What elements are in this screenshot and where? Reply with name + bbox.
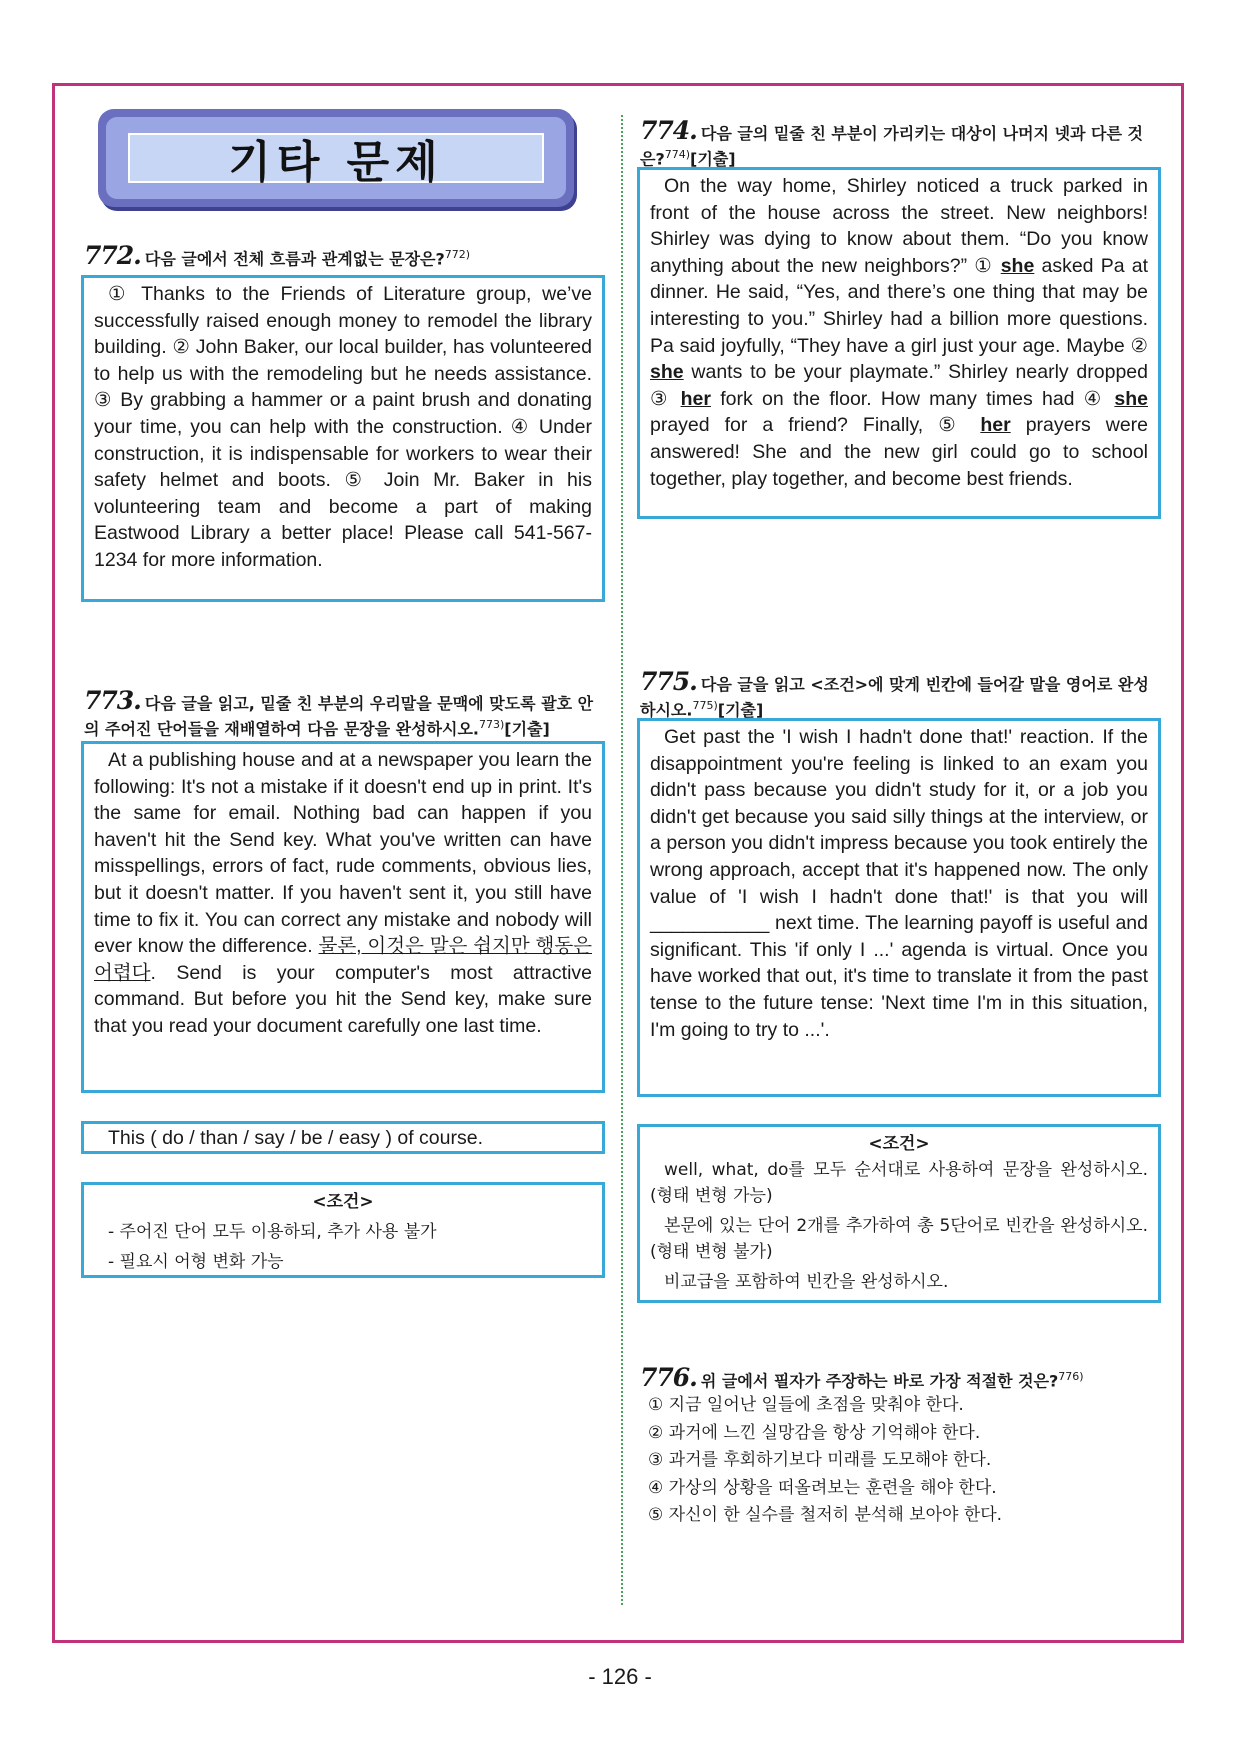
q774-text-2: asked Pa at dinner. He said, “Yes, and there’s one thing that may be interesting to you.” Shirley had a billion more questions. Pa said joyfully, “They have a girl just your age. Maybe ② bbox=[650, 254, 1148, 357]
q775-passage-before: Get past the 'I wish I hadn't done that!' reaction. If the disappointment you're feeling is linked to an exam you didn't pass because you didn't study for it, or a job you didn't get because you said silly things at the interview, or a person you didn't impress because you took entirely the wrong approach, accept that it's happened now. The only value of 'I wish I hadn't done that!' is that you will bbox=[650, 726, 1148, 908]
q775-blank: ___________ bbox=[650, 912, 770, 935]
q774-text-6: prayers were answered! She and the new girl could go to school together, play together, and become best friends. bbox=[650, 414, 1149, 490]
q772-number: 772. bbox=[84, 241, 141, 271]
q773-underlined-phrase: 물론, 이것은 말은 쉽지만 행동은 어렵다 bbox=[94, 935, 592, 984]
q775-passage bbox=[650, 724, 1148, 1043]
q774-text-3: wants to be your playmate.” Shirley nearly dropped ③ bbox=[650, 361, 1148, 410]
q773-number: 773. bbox=[84, 686, 141, 715]
q773-condition-2: - 필요시 어형 변화 가능 bbox=[108, 1252, 284, 1272]
q772-heading bbox=[84, 241, 604, 271]
q775-passage-after: next time. The learning payoff is useful and significant. This 'if only I ...' agenda is virtual. Once you have worked that out, it's time to translate it from the past tense to the future tense: 'Next time I'm in this situation, I'm going to try to ...'. bbox=[650, 912, 1148, 1041]
q774-number: 774. bbox=[640, 116, 697, 145]
q775-tag: [기출] bbox=[717, 700, 764, 720]
q775-footnote: 775) bbox=[692, 699, 718, 712]
q776-footnote: 776) bbox=[1058, 1370, 1084, 1383]
section-title: 기타 문제 bbox=[228, 137, 444, 188]
q776-question: 위 글에서 필자가 주장하는 바로 가장 적절한 것은? bbox=[700, 1371, 1059, 1391]
q774-tag: [기출] bbox=[690, 149, 736, 169]
q773-conditions-box bbox=[81, 1182, 605, 1278]
column-divider bbox=[621, 115, 623, 1605]
q773-answer-frame bbox=[81, 1121, 605, 1154]
q772-footnote: 772) bbox=[444, 248, 471, 261]
q774-underlined-2: she bbox=[650, 361, 684, 384]
q774-question: 다음 글의 밑줄 친 부분이 가리키는 대상이 나머지 넷과 다른 것은? bbox=[640, 124, 1143, 169]
q774-footnote: 774) bbox=[664, 148, 691, 161]
q773-condition-1: - 주어진 단어 모두 이용하되, 추가 사용 불가 bbox=[108, 1222, 437, 1242]
q773-question: 다음 글을 읽고, 밑줄 친 부분의 우리말을 문맥에 맞도록 괄호 안의 주어진 단어들을 재배열하여 다음 문장을 완성하시오. bbox=[84, 694, 594, 739]
q776-number: 776. bbox=[640, 1363, 697, 1393]
q774-underlined-4: she bbox=[1114, 387, 1148, 410]
q774-underlined-5: her bbox=[980, 414, 1011, 437]
q775-heading bbox=[640, 667, 1160, 720]
q774-text-5: prayed for a friend? Finally, ⑤ bbox=[650, 414, 981, 437]
q776-option-5[interactable]: ⑤ 자신이 한 실수를 철저히 분석해 보아야 한다. bbox=[648, 1505, 1003, 1525]
q773-conditions-title: <조건> bbox=[312, 1192, 374, 1212]
q775-condition-2: 본문에 있는 단어 2개를 추가하여 총 5단어로 빈칸을 완성하시오. (형태 변형 불가) bbox=[650, 1216, 1148, 1262]
q775-condition-1: well, what, do를 모두 순서대로 사용하여 문장을 완성하시오. (형태 변형 가능) bbox=[650, 1160, 1148, 1206]
q773-passage-box bbox=[81, 741, 605, 1093]
q774-text-4: fork on the floor. How many times had ④ bbox=[710, 387, 1115, 410]
q776-option-3[interactable]: ③ 과거를 후회하기보다 미래를 도모해야 한다. bbox=[648, 1450, 992, 1470]
q776-option-2[interactable]: ② 과거에 느낀 실망감을 항상 기억해야 한다. bbox=[648, 1422, 981, 1443]
q772-passage-box bbox=[81, 275, 605, 602]
q773-passage bbox=[94, 747, 592, 1040]
q775-conditions-title: <조건> bbox=[868, 1134, 930, 1154]
q774-passage bbox=[650, 173, 1148, 492]
q772-question: 다음 글에서 전체 흐름과 관계없는 문장은? bbox=[144, 249, 445, 269]
q775-condition-3: 비교급을 포함하여 빈칸을 완성하시오. bbox=[664, 1272, 949, 1292]
q775-conditions-box bbox=[637, 1124, 1161, 1303]
q776-heading bbox=[640, 1363, 1160, 1393]
q773-passage-after: . Send is your computer's most attractive command. But before you hit the Send key, make sure that you read your document carefully one last time. bbox=[94, 961, 592, 1037]
section-title-banner bbox=[98, 109, 574, 207]
q773-heading bbox=[84, 686, 604, 739]
q774-passage-box bbox=[637, 167, 1161, 519]
q776-options bbox=[648, 1392, 1188, 1530]
q772-passage: ① Thanks to the Friends of Literature group, we’ve successfully raised enough money to remodel the library building. ② John Baker, our local builder, has volunteered to help us with the remodeling but he needs assistance. ③ By grabbing a hammer or a paint brush and donating your time, you can help with the construction. ④ Under construction, it is indispensable for workers to wear their safety helmet and boots. ⑤ Join Mr. Baker in his volunteering team and become a part of making Eastwood Library a better place! Please call 541-567-1234 for more information. bbox=[94, 283, 592, 571]
q773-answer-frame-text: This ( do / than / say / be / easy ) of course. bbox=[108, 1127, 484, 1149]
q775-number: 775. bbox=[640, 667, 697, 696]
q774-heading bbox=[640, 116, 1160, 169]
q776-option-4[interactable]: ④ 가상의 상황을 떠올려보는 훈련을 해야 한다. bbox=[648, 1477, 997, 1498]
page-number: - 126 - bbox=[588, 1664, 652, 1689]
q773-tag: [기출] bbox=[504, 719, 550, 739]
q775-question: 다음 글을 읽고 <조건>에 맞게 빈칸에 들어갈 말을 영어로 완성하시오. bbox=[640, 675, 1149, 720]
q774-underlined-3: her bbox=[680, 387, 711, 410]
q774-text-1: On the way home, Shirley noticed a truck parked in front of the house across the street. New neighbors! Shirley was dying to know about them. “Do you know anything about the new neighbors?” ① bbox=[650, 175, 1148, 277]
q775-passage-box bbox=[637, 718, 1161, 1097]
q773-footnote: 773) bbox=[479, 718, 505, 731]
q773-passage-before: At a publishing house and at a newspaper you learn the following: It's not a mistake if it doesn't end up in print. It's the same for email. Nothing bad can happen if you haven't hit the Send key. What you've written can have misspellings, errors of fact, rude comments, obvious lies, but it doesn't matter. If you haven't sent it, you still have time to fix it. You can correct any mistake and nobody will ever know the difference. bbox=[94, 749, 592, 958]
q776-option-1[interactable]: ① 지금 일어난 일들에 초점을 맞춰야 한다. bbox=[648, 1395, 964, 1415]
q774-underlined-1: she bbox=[1000, 254, 1035, 277]
